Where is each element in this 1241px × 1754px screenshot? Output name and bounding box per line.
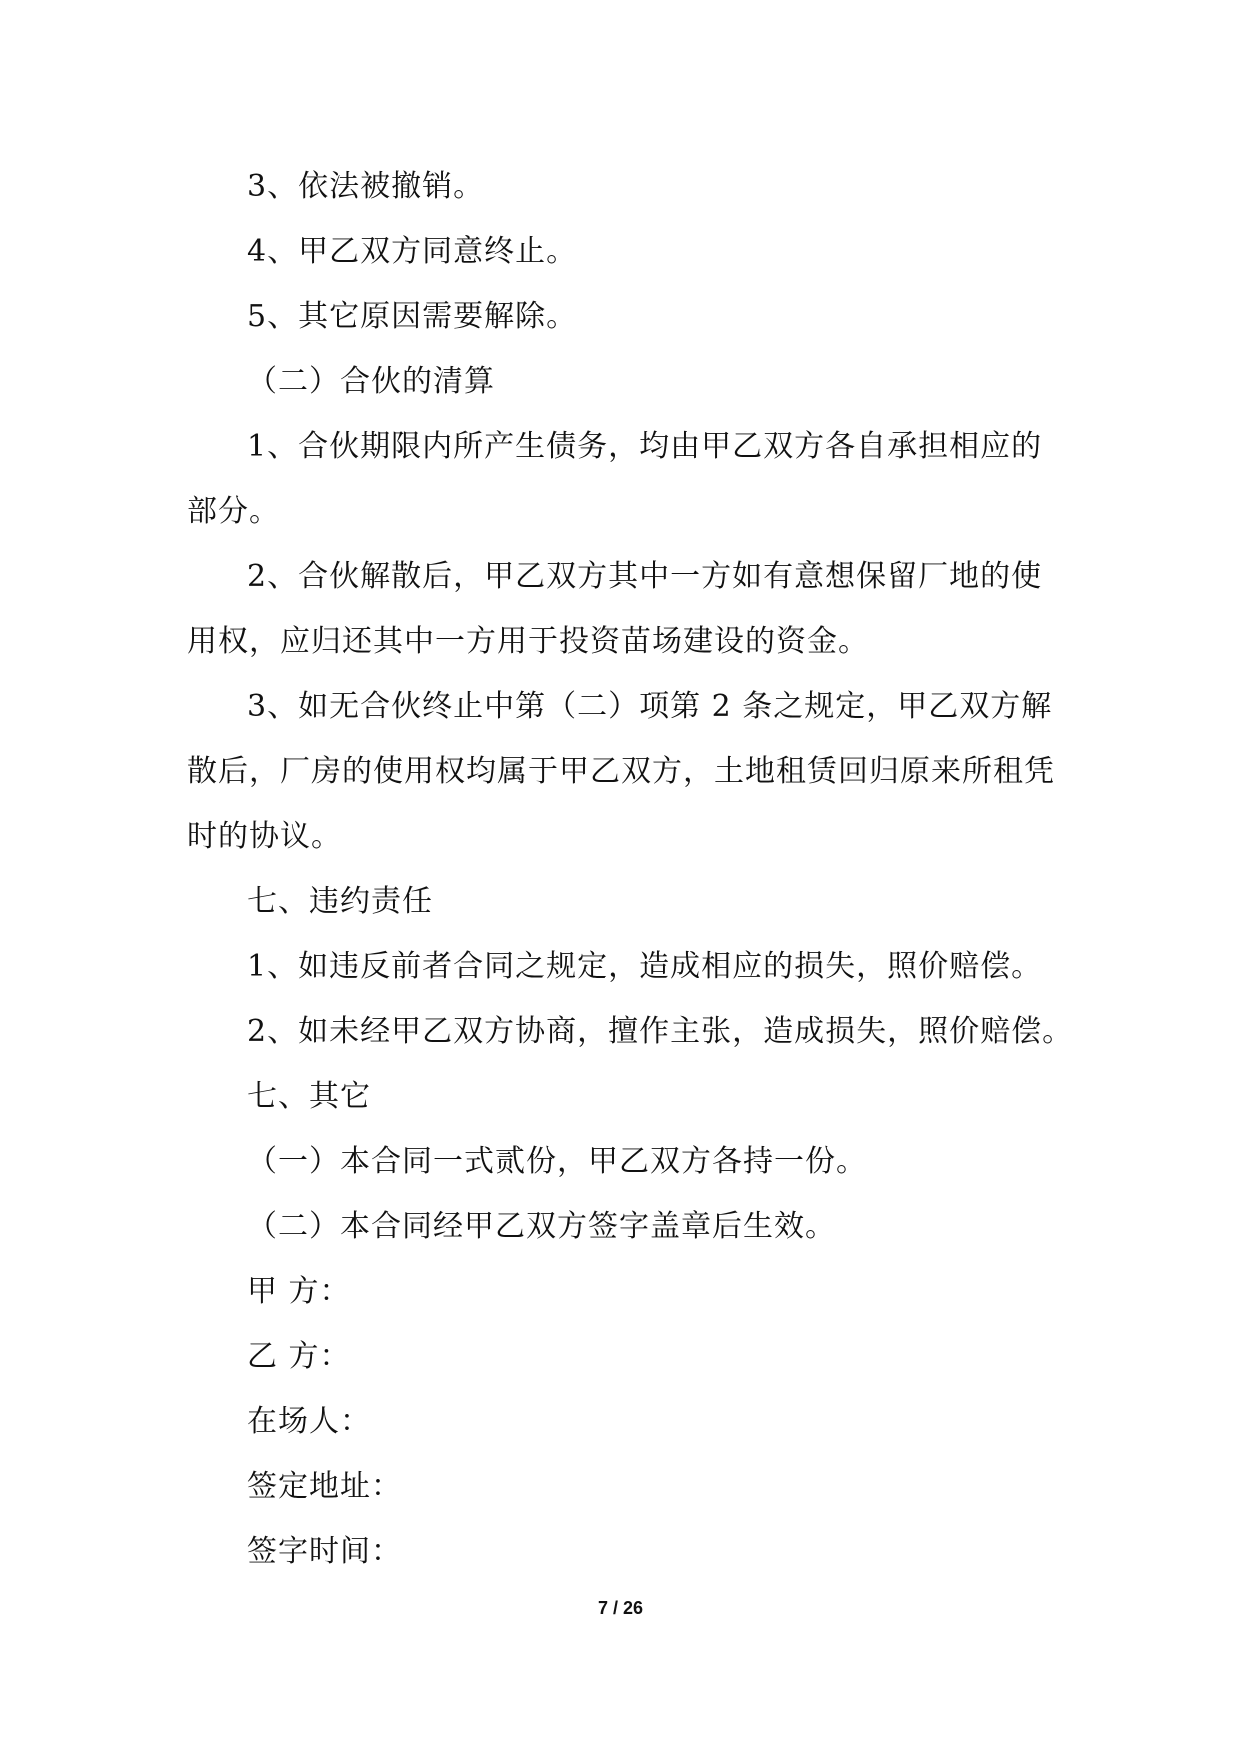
signing-address-line: 签定地址： <box>247 1469 402 1504</box>
breach-clause-2: 2、如未经甲乙双方协商，擅作主张，造成损失，照价赔偿。 <box>247 1014 1074 1049</box>
document-body <box>187 154 1074 1584</box>
liquidation-clause-1: 1、合伙期限内所产生债务，均由甲乙双方各自承担相应的部分。 <box>187 429 1043 529</box>
clause-5-other-reasons: 5、其它原因需要解除。 <box>247 299 578 334</box>
clause-3-revoked: 3、依法被撤销。 <box>247 169 485 204</box>
signing-time-line: 签字时间： <box>247 1534 402 1569</box>
breach-clause-1: 1、如违反前者合同之规定，造成相应的损失，照价赔偿。 <box>247 949 1043 984</box>
page-number: 7 / 26 <box>597 1598 644 1618</box>
other-clause-2: （二）本合同经甲乙双方签字盖章后生效。 <box>247 1209 836 1244</box>
witness-line: 在场人： <box>247 1404 371 1439</box>
party-b-signature-line: 乙 方： <box>247 1339 351 1374</box>
section-breach-liability: 七、违约责任 <box>247 884 433 919</box>
party-a-signature-line: 甲 方： <box>247 1274 351 1309</box>
clause-4-mutual-termination: 4、甲乙双方同意终止。 <box>247 234 578 269</box>
section-partnership-liquidation: （二）合伙的清算 <box>247 364 495 399</box>
liquidation-clause-3: 3、如无合伙终止中第（二）项第 2 条之规定，甲乙双方解散后，厂房的使用权均属于甲乙双方，土地租赁回归原来所租凭时的协议。 <box>187 689 1055 854</box>
section-other: 七、其它 <box>247 1079 371 1114</box>
liquidation-clause-2: 2、合伙解散后，甲乙双方其中一方如有意想保留厂地的使用权，应归还其中一方用于投资苗场建设的资金。 <box>187 559 1043 659</box>
other-clause-1: （一）本合同一式贰份，甲乙双方各持一份。 <box>247 1144 867 1179</box>
